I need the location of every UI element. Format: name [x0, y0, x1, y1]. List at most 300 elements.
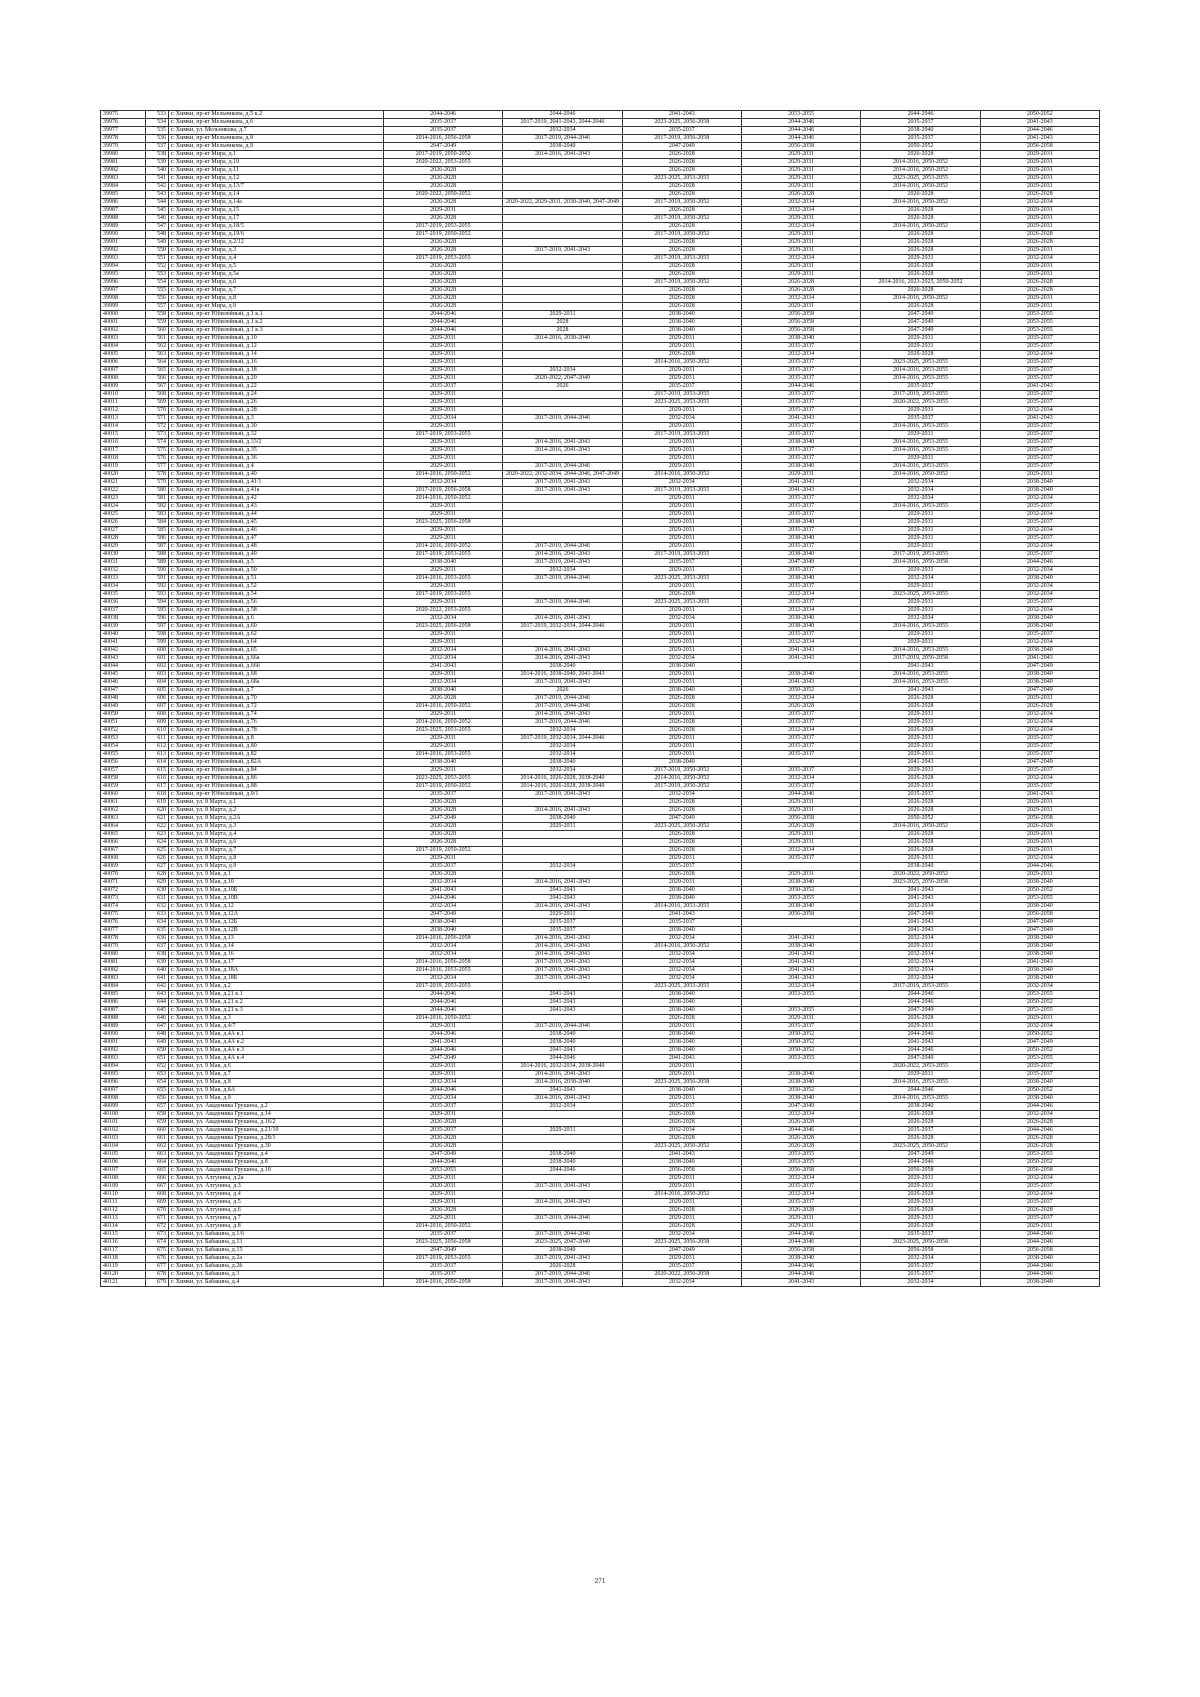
period-cell: 2050-2052: [741, 687, 860, 695]
period-cell: 2038-2040: [741, 551, 860, 559]
period-cell: 2029-2031: [622, 1063, 741, 1071]
row-id-cell: 40009: [101, 383, 146, 391]
period-cell: 2053-2055: [741, 895, 860, 903]
period-cell: 2029-2031: [384, 511, 503, 519]
period-cell: 2038-2040: [980, 479, 1099, 487]
period-cell: 2014-2016, 2053-2055: [861, 375, 980, 383]
period-cell: 2035-2037: [980, 631, 1099, 639]
period-cell: 2029-2031: [980, 167, 1099, 175]
period-cell: 2029-2031: [622, 567, 741, 575]
period-cell: 2032-2034: [622, 959, 741, 967]
period-cell: 2029-2031: [861, 535, 980, 543]
address-cell: г. Химки, ул. 9 Мая, д.21 к.1: [169, 991, 384, 999]
row-id-cell: 40008: [101, 375, 146, 383]
period-cell: 2020-2022, 2050-2052: [861, 871, 980, 879]
period-cell: 2023-2025, 2053-2055: [861, 359, 980, 367]
period-cell: 2029-2031: [622, 631, 741, 639]
period-cell: 2041-2043: [741, 935, 860, 943]
period-cell: 2035-2037: [384, 1127, 503, 1135]
period-cell: 2053-2055: [980, 1007, 1099, 1015]
table-row: [101, 831, 1100, 839]
table-row: [101, 383, 1100, 391]
table-row: [101, 143, 1100, 151]
row-number-cell: 632: [146, 903, 169, 911]
period-cell: 2047-2049: [980, 687, 1099, 695]
period-cell: 2014-2016, 2041-2043: [503, 615, 622, 623]
period-cell: 2017-2019, 2050-2052: [384, 847, 503, 855]
table-row: [101, 159, 1100, 167]
period-cell: 2029-2031: [622, 1255, 741, 1263]
period-cell: 2041-2043: [980, 655, 1099, 663]
period-cell: 2047-2049: [741, 1103, 860, 1111]
period-cell: 2032-2034: [980, 567, 1099, 575]
period-cell: 2032-2034: [622, 967, 741, 975]
period-cell: 2014-2016, 2032-2034, 2038-2040: [503, 1063, 622, 1071]
period-cell: 2035-2037: [861, 383, 980, 391]
period-cell: 2035-2037: [861, 791, 980, 799]
address-cell: г. Химки, ул. Бабакина, д.15: [169, 1247, 384, 1255]
period-cell: 2014-2016, 2050-2052: [622, 359, 741, 367]
period-cell: 2017-2019, 2053-2055: [384, 223, 503, 231]
table-row: [101, 223, 1100, 231]
row-id-cell: 40109: [101, 1183, 146, 1191]
period-cell: 2032-2034: [503, 127, 622, 135]
period-cell: 2041-2043: [861, 895, 980, 903]
period-cell: 2041-2043: [741, 679, 860, 687]
period-cell: 2035-2037: [384, 791, 503, 799]
address-cell: г. Химки, пр-кт Мира, д.9: [169, 303, 384, 311]
period-cell: 2035-2037: [980, 535, 1099, 543]
table-row: [101, 663, 1100, 671]
period-cell: 2035-2037: [384, 383, 503, 391]
row-number-cell: 590: [146, 567, 169, 575]
table-row: [101, 1127, 1100, 1135]
period-cell: 2026-2028: [622, 167, 741, 175]
period-cell: 2023-2025, 2056-2058: [861, 1239, 980, 1247]
period-cell: 2035-2037: [741, 495, 860, 503]
period-cell: 2029-2031: [384, 631, 503, 639]
row-number-cell: 611: [146, 735, 169, 743]
period-cell: 2026-2028: [384, 175, 503, 183]
period-cell: 2026-2028: [622, 719, 741, 727]
period-cell: [503, 263, 622, 271]
row-number-cell: 546: [146, 215, 169, 223]
period-cell: 2035-2037: [741, 543, 860, 551]
address-cell: г. Химки, пр-кт Мельникова, д.6: [169, 119, 384, 127]
table-row: [101, 1063, 1100, 1071]
row-id-cell: 40052: [101, 727, 146, 735]
address-cell: г. Химки, ул. 9 Мая, д.6: [169, 1063, 384, 1071]
address-cell: г. Химки, ул. 9 Мая, д.13: [169, 935, 384, 943]
period-cell: 2026-2028: [384, 871, 503, 879]
period-cell: 2044-2046: [741, 791, 860, 799]
row-number-cell: 662: [146, 1143, 169, 1151]
period-cell: 2017-2019, 2041-2043: [503, 959, 622, 967]
period-cell: 2014-2016, 2041-2043: [503, 711, 622, 719]
row-number-cell: 581: [146, 495, 169, 503]
row-id-cell: 40045: [101, 671, 146, 679]
period-cell: 2035-2037: [741, 359, 860, 367]
period-cell: 2026-2028: [861, 775, 980, 783]
period-cell: 2029-2031: [622, 503, 741, 511]
period-cell: 2029-2031: [861, 767, 980, 775]
row-id-cell: 40028: [101, 535, 146, 543]
row-id-cell: 39978: [101, 135, 146, 143]
period-cell: 2026-2028: [622, 247, 741, 255]
period-cell: 2044-2046: [980, 863, 1099, 871]
row-number-cell: 641: [146, 975, 169, 983]
table-row: [101, 487, 1100, 495]
address-cell: г. Химки, ул. 8 Марта, д.8: [169, 855, 384, 863]
period-cell: 2035-2037: [741, 375, 860, 383]
period-cell: 2041-2043: [980, 791, 1099, 799]
period-cell: 2017-2019, 2032-2034, 2044-2046: [503, 735, 622, 743]
period-cell: 2050-2052: [741, 1087, 860, 1095]
period-cell: 2038-2040: [741, 1071, 860, 1079]
address-cell: г. Химки, ул. 9 Мая, д.17: [169, 959, 384, 967]
period-cell: 2017-2019, 2053-2055: [622, 255, 741, 263]
period-cell: 2014-2016, 2026-2028, 2038-2040: [503, 783, 622, 791]
row-number-cell: 556: [146, 295, 169, 303]
row-number-cell: 675: [146, 1247, 169, 1255]
row-id-cell: 40067: [101, 847, 146, 855]
address-cell: г. Химки, ул. Академика Грушина, д.30: [169, 1143, 384, 1151]
period-cell: 2047-2049: [622, 815, 741, 823]
period-cell: 2032-2034: [741, 1191, 860, 1199]
period-cell: 2014-2016, 2050-2052: [384, 1223, 503, 1231]
period-cell: 2026-2028: [622, 159, 741, 167]
period-cell: 2029-2031: [622, 463, 741, 471]
period-cell: 2053-2055: [384, 1167, 503, 1175]
period-cell: 2041-2043: [622, 1055, 741, 1063]
address-cell: г. Химки, пр-кт Юбилейный, д.78: [169, 727, 384, 735]
period-cell: 2032-2034: [980, 1023, 1099, 1031]
period-cell: 2029-2031: [384, 463, 503, 471]
table-row: [101, 255, 1100, 263]
table-row: [101, 447, 1100, 455]
period-cell: 2032-2034: [622, 1231, 741, 1239]
address-cell: г. Химки, ул. Бабакина, д.1/6: [169, 1231, 384, 1239]
table-row: [101, 599, 1100, 607]
period-cell: 2029-2031: [384, 375, 503, 383]
row-number-cell: 664: [146, 1159, 169, 1167]
address-cell: г. Химки, пр-кт Юбилейный, д.80: [169, 743, 384, 751]
period-cell: 2032-2034: [503, 367, 622, 375]
period-cell: 2017-2019, 2044-2046: [503, 463, 622, 471]
period-cell: 2032-2034: [384, 975, 503, 983]
row-id-cell: 40085: [101, 991, 146, 999]
address-cell: г. Химки, пр-кт Юбилейный, д.50: [169, 567, 384, 575]
row-number-cell: 586: [146, 535, 169, 543]
row-number-cell: 567: [146, 383, 169, 391]
period-cell: 2038-2040: [741, 879, 860, 887]
address-cell: г. Химки, пр-кт Юбилейный, д.22: [169, 383, 384, 391]
period-cell: 2029-2031: [622, 519, 741, 527]
period-cell: 2032-2034: [980, 511, 1099, 519]
period-cell: 2038-2040: [980, 623, 1099, 631]
period-cell: 2026-2028: [622, 839, 741, 847]
period-cell: 2026-2028: [622, 727, 741, 735]
period-cell: 2038-2040: [741, 519, 860, 527]
schedule-sheet: [100, 110, 1100, 1287]
address-cell: г. Химки, пр-кт Юбилейный, д.66а: [169, 655, 384, 663]
row-id-cell: 40033: [101, 575, 146, 583]
address-cell: г. Химки, ул. Академика Грушина, д.2: [169, 1103, 384, 1111]
period-cell: 2029-2031: [622, 735, 741, 743]
address-cell: г. Химки, пр-кт Юбилейный, д.5: [169, 559, 384, 567]
period-cell: 2047-2049: [861, 1007, 980, 1015]
row-number-cell: 542: [146, 183, 169, 191]
period-cell: 2047-2049: [384, 1247, 503, 1255]
table-row: [101, 199, 1100, 207]
period-cell: [503, 231, 622, 239]
address-cell: г. Химки, ул. 9 Мая, д.21 к.2: [169, 999, 384, 1007]
period-cell: 2026-2028: [861, 303, 980, 311]
period-cell: 2014-2016, 2050-2052: [622, 471, 741, 479]
table-row: [101, 415, 1100, 423]
row-number-cell: 595: [146, 607, 169, 615]
period-cell: 2014-2016, 2056-2058: [384, 959, 503, 967]
period-cell: 2029-2031: [980, 1015, 1099, 1023]
address-cell: г. Химки, пр-кт Юбилейный, д.10: [169, 335, 384, 343]
period-cell: 2041-2043: [384, 887, 503, 895]
row-id-cell: 40094: [101, 1063, 146, 1071]
period-cell: [503, 1175, 622, 1183]
period-cell: 2014-2016, 2041-2043: [503, 447, 622, 455]
period-cell: 2026-2028: [861, 239, 980, 247]
row-number-cell: 558: [146, 311, 169, 319]
table-row: [101, 183, 1100, 191]
period-cell: 2029-2031: [622, 743, 741, 751]
table-row: [101, 167, 1100, 175]
period-cell: 2017-2019, 2044-2046: [503, 599, 622, 607]
period-cell: 2026-2028: [861, 1015, 980, 1023]
period-cell: 2038-2040: [384, 559, 503, 567]
row-number-cell: 612: [146, 743, 169, 751]
row-number-cell: 676: [146, 1255, 169, 1263]
period-cell: 2026-2028: [861, 847, 980, 855]
row-id-cell: 40097: [101, 1087, 146, 1095]
period-cell: 2050-2052: [980, 111, 1099, 119]
period-cell: 2029-2031: [622, 1183, 741, 1191]
period-cell: 2041-2043: [741, 415, 860, 423]
address-cell: г. Химки, пр-кт Юбилейный, д.86: [169, 775, 384, 783]
address-cell: г. Химки, ул. 9 Мая, д.10Б: [169, 887, 384, 895]
period-cell: 2026-2028: [980, 191, 1099, 199]
period-cell: 2047-2049: [622, 143, 741, 151]
period-cell: 2014-2016, 2038-2040, 2041-2043: [503, 671, 622, 679]
row-id-cell: 40036: [101, 599, 146, 607]
period-cell: 2032-2034: [861, 951, 980, 959]
period-cell: 2032-2034: [384, 1095, 503, 1103]
row-number-cell: 651: [146, 1055, 169, 1063]
period-cell: [503, 279, 622, 287]
period-cell: 2029-2031: [622, 543, 741, 551]
period-cell: 2029-2031: [741, 271, 860, 279]
address-cell: г. Химки, пр-кт Юбилейный, д.70: [169, 695, 384, 703]
period-cell: 2032-2034: [622, 1279, 741, 1287]
row-number-cell: 661: [146, 1135, 169, 1143]
period-cell: 2029-2031: [980, 871, 1099, 879]
table-row: [101, 1007, 1100, 1015]
row-id-cell: 40005: [101, 351, 146, 359]
period-cell: 2038-2040: [741, 615, 860, 623]
period-cell: 2020-2022, 2029-2031, 2038-2040, 2047-2049: [503, 199, 622, 207]
period-cell: 2026-2028: [861, 695, 980, 703]
period-cell: 2050-2052: [741, 1031, 860, 1039]
row-number-cell: 653: [146, 1071, 169, 1079]
row-number-cell: 638: [146, 951, 169, 959]
row-id-cell: 40038: [101, 615, 146, 623]
period-cell: [503, 503, 622, 511]
period-cell: 2029-2031: [861, 455, 980, 463]
period-cell: 2017-2019, 2053-2055: [384, 1255, 503, 1263]
period-cell: 2038-2040: [384, 687, 503, 695]
period-cell: 2014-2016, 2050-2052: [384, 719, 503, 727]
table-row: [101, 927, 1100, 935]
period-cell: 2026-2028: [622, 183, 741, 191]
table-row: [101, 1119, 1100, 1127]
row-id-cell: 39994: [101, 263, 146, 271]
period-cell: 2023-2025, 2053-2055: [622, 599, 741, 607]
period-cell: 2014-2016, 2056-2058: [384, 135, 503, 143]
period-cell: 2017-2019, 2050-2052: [384, 151, 503, 159]
period-cell: 2038-2040: [980, 1255, 1099, 1263]
period-cell: 2038-2040: [622, 327, 741, 335]
period-cell: [503, 871, 622, 879]
period-cell: 2029-2031: [741, 471, 860, 479]
row-number-cell: 600: [146, 647, 169, 655]
period-cell: 2026-2028: [384, 199, 503, 207]
row-id-cell: 40106: [101, 1159, 146, 1167]
period-cell: 2029-2031: [861, 943, 980, 951]
row-number-cell: 554: [146, 279, 169, 287]
period-cell: 2029-2031: [622, 535, 741, 543]
period-cell: 2017-2019, 2053-2055: [384, 551, 503, 559]
table-row: [101, 327, 1100, 335]
period-cell: 2026-2028: [622, 295, 741, 303]
period-cell: 2053-2055: [980, 327, 1099, 335]
period-cell: 2014-2016, 2053-2055: [861, 1095, 980, 1103]
row-number-cell: 549: [146, 239, 169, 247]
period-cell: [503, 287, 622, 295]
row-id-cell: 40027: [101, 527, 146, 535]
period-cell: [503, 223, 622, 231]
period-cell: 2014-2016, 2041-2043: [503, 1095, 622, 1103]
period-cell: 2017-2019, 2044-2046: [503, 543, 622, 551]
row-number-cell: 674: [146, 1239, 169, 1247]
row-number-cell: 583: [146, 511, 169, 519]
row-id-cell: 40006: [101, 359, 146, 367]
period-cell: 2014-2016, 2053-2055: [861, 447, 980, 455]
address-cell: г. Химки, ул. 9 Мая, д.18Б: [169, 975, 384, 983]
row-number-cell: 572: [146, 423, 169, 431]
row-id-cell: 40050: [101, 711, 146, 719]
address-cell: г. Химки, ул. 9 Мая, д.1: [169, 871, 384, 879]
period-cell: 2038-2040: [622, 1031, 741, 1039]
period-cell: 2056-2058: [741, 327, 860, 335]
table-row: [101, 119, 1100, 127]
period-cell: 2029-2031: [622, 407, 741, 415]
period-cell: 2017-2019, 2044-2046: [503, 575, 622, 583]
period-cell: [503, 519, 622, 527]
period-cell: 2026-2028: [384, 823, 503, 831]
table-row: [101, 967, 1100, 975]
period-cell: 2026-2028: [622, 1207, 741, 1215]
row-id-cell: 40060: [101, 791, 146, 799]
period-cell: 2041-2043: [741, 479, 860, 487]
period-cell: 2029-2031: [384, 455, 503, 463]
address-cell: г. Химки, пр-кт Юбилейный, д.62: [169, 631, 384, 639]
period-cell: 2014-2016, 2041-2043: [503, 439, 622, 447]
row-id-cell: 40046: [101, 679, 146, 687]
period-cell: 2026-2028: [861, 215, 980, 223]
row-id-cell: 39999: [101, 303, 146, 311]
period-cell: 2014-2016, 2053-2055: [861, 439, 980, 447]
row-id-cell: 40089: [101, 1023, 146, 1031]
period-cell: 2047-2049: [861, 327, 980, 335]
period-cell: 2032-2034: [622, 655, 741, 663]
period-cell: 2017-2019, 2053-2055: [861, 983, 980, 991]
row-number-cell: 669: [146, 1199, 169, 1207]
row-number-cell: 544: [146, 199, 169, 207]
address-cell: г. Химки, ул. 8 Марта, д.3: [169, 823, 384, 831]
period-cell: 2014-2016, 2041-2043: [503, 879, 622, 887]
period-cell: 2026-2028: [741, 279, 860, 287]
period-cell: 2032-2034: [741, 255, 860, 263]
row-number-cell: 599: [146, 639, 169, 647]
period-cell: 2035-2037: [980, 343, 1099, 351]
row-id-cell: 39998: [101, 295, 146, 303]
row-number-cell: 659: [146, 1119, 169, 1127]
period-cell: 2026: [503, 687, 622, 695]
table-row: [101, 1263, 1100, 1271]
period-cell: 2029-2031: [384, 1111, 503, 1119]
period-cell: 2038-2040: [980, 671, 1099, 679]
period-cell: 2014-2016, 2041-2043: [503, 807, 622, 815]
address-cell: г. Химки, ул. 8 Марта, д.4: [169, 831, 384, 839]
row-id-cell: 40003: [101, 335, 146, 343]
table-row: [101, 911, 1100, 919]
period-cell: 2032-2034: [741, 1111, 860, 1119]
table-row: [101, 535, 1100, 543]
period-cell: 2029-2031: [980, 159, 1099, 167]
period-cell: 2044-2046: [741, 1127, 860, 1135]
period-cell: 2044-2046: [861, 991, 980, 999]
period-cell: 2029-2031: [980, 215, 1099, 223]
period-cell: 2029-2031: [861, 639, 980, 647]
row-id-cell: 39977: [101, 127, 146, 135]
row-id-cell: 40030: [101, 551, 146, 559]
period-cell: 2026-2028: [861, 1223, 980, 1231]
period-cell: 2029-2031: [861, 407, 980, 415]
period-cell: 2029-2031: [861, 751, 980, 759]
period-cell: 2029-2031: [384, 567, 503, 575]
period-cell: 2029-2031: [980, 831, 1099, 839]
period-cell: 2044-2046: [741, 1271, 860, 1279]
row-id-cell: 40076: [101, 919, 146, 927]
row-id-cell: 40090: [101, 1031, 146, 1039]
row-number-cell: 631: [146, 895, 169, 903]
row-id-cell: 40022: [101, 487, 146, 495]
address-cell: г. Химки, пр-кт Юбилейный, д.7: [169, 687, 384, 695]
period-cell: 2047-2049: [384, 1055, 503, 1063]
row-id-cell: 40043: [101, 655, 146, 663]
row-id-cell: 40110: [101, 1191, 146, 1199]
table-row: [101, 503, 1100, 511]
table-row: [101, 1183, 1100, 1191]
period-cell: 2029-2031: [384, 503, 503, 511]
